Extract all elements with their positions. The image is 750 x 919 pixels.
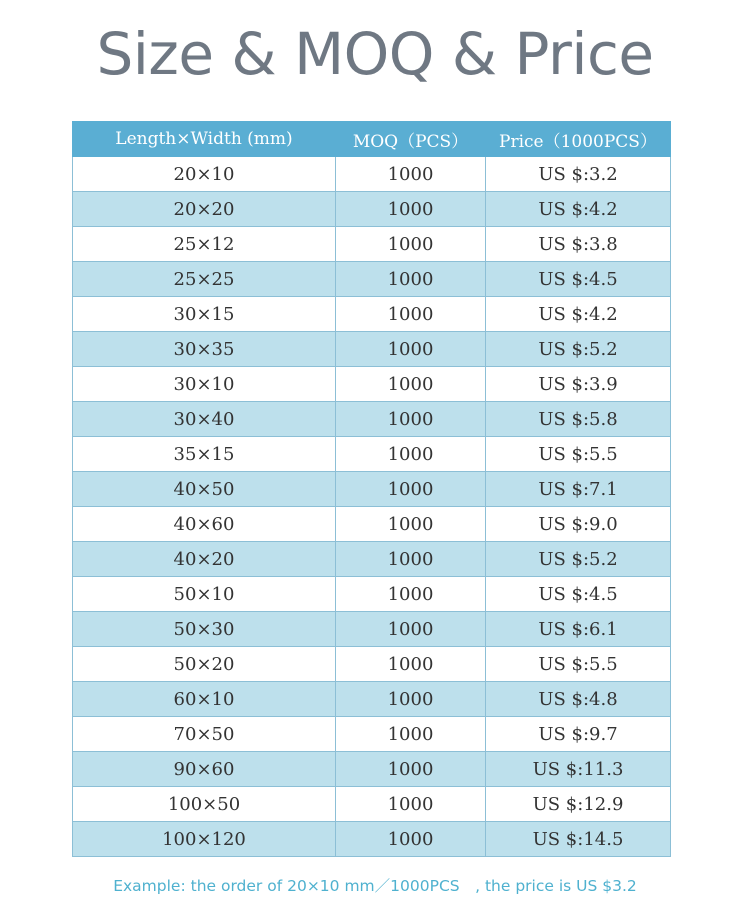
price-cell: US $:3.2	[486, 157, 671, 192]
price-cell: US $:4.2	[486, 192, 671, 227]
moq-cell: 1000	[336, 717, 486, 752]
table-row	[73, 472, 671, 507]
price-cell: US $:11.3	[486, 752, 671, 787]
moq-cell: 1000	[336, 262, 486, 297]
moq-cell: 1000	[336, 437, 486, 472]
size-cell: 50×20	[73, 647, 336, 682]
moq-cell: 1000	[336, 157, 486, 192]
table-row	[73, 262, 671, 297]
table-header-row	[73, 122, 671, 157]
moq-cell: 1000	[336, 507, 486, 542]
table-row	[73, 332, 671, 367]
price-cell: US $:4.5	[486, 577, 671, 612]
table-row	[73, 647, 671, 682]
moq-cell: 1000	[336, 367, 486, 402]
price-cell: US $:5.2	[486, 542, 671, 577]
size-cell: 50×10	[73, 577, 336, 612]
table-row	[73, 682, 671, 717]
moq-cell: 1000	[336, 472, 486, 507]
price-cell: US $:4.8	[486, 682, 671, 717]
size-cell: 40×50	[73, 472, 336, 507]
price-cell: US $:9.0	[486, 507, 671, 542]
moq-cell: 1000	[336, 227, 486, 262]
size-cell: 60×10	[73, 682, 336, 717]
moq-cell: 1000	[336, 332, 486, 367]
table-row	[73, 507, 671, 542]
moq-cell: 1000	[336, 402, 486, 437]
price-cell: US $:4.2	[486, 297, 671, 332]
size-cell: 50×30	[73, 612, 336, 647]
size-cell: 30×40	[73, 402, 336, 437]
moq-cell: 1000	[336, 682, 486, 717]
size-cell: 100×120	[73, 822, 336, 857]
price-cell: US $:12.9	[486, 787, 671, 822]
price-table	[72, 121, 671, 857]
size-cell: 30×15	[73, 297, 336, 332]
header-size: Length×Width (mm)	[73, 122, 336, 157]
table-row	[73, 822, 671, 857]
size-cell: 35×15	[73, 437, 336, 472]
size-cell: 25×12	[73, 227, 336, 262]
moq-cell: 1000	[336, 822, 486, 857]
example-note: Example: the order of 20×10 mm／1000PCS , the price is US $3.2	[113, 877, 637, 895]
moq-cell: 1000	[336, 542, 486, 577]
size-cell: 25×25	[73, 262, 336, 297]
table-row	[73, 367, 671, 402]
table-row	[73, 157, 671, 192]
size-cell: 100×50	[73, 787, 336, 822]
price-cell: US $:14.5	[486, 822, 671, 857]
page-title: Size & MOQ & Price	[96, 20, 654, 88]
table-row	[73, 577, 671, 612]
table-row	[73, 402, 671, 437]
price-cell: US $:4.5	[486, 262, 671, 297]
moq-cell: 1000	[336, 752, 486, 787]
price-cell: US $:5.5	[486, 647, 671, 682]
price-cell: US $:5.2	[486, 332, 671, 367]
header-price: Price（1000PCS）	[486, 122, 671, 157]
moq-cell: 1000	[336, 577, 486, 612]
price-cell: US $:5.5	[486, 437, 671, 472]
table-row	[73, 192, 671, 227]
table-row	[73, 437, 671, 472]
size-cell: 40×60	[73, 507, 336, 542]
moq-cell: 1000	[336, 612, 486, 647]
price-cell: US $:3.9	[486, 367, 671, 402]
table-row	[73, 717, 671, 752]
size-cell: 90×60	[73, 752, 336, 787]
price-cell: US $:6.1	[486, 612, 671, 647]
moq-cell: 1000	[336, 297, 486, 332]
size-cell: 30×10	[73, 367, 336, 402]
table-row	[73, 787, 671, 822]
table-row	[73, 752, 671, 787]
table-row	[73, 297, 671, 332]
size-cell: 20×10	[73, 157, 336, 192]
price-cell: US $:7.1	[486, 472, 671, 507]
price-cell: US $:5.8	[486, 402, 671, 437]
table-row	[73, 227, 671, 262]
price-cell: US $:3.8	[486, 227, 671, 262]
moq-cell: 1000	[336, 192, 486, 227]
header-moq: MOQ（PCS）	[336, 122, 486, 157]
moq-cell: 1000	[336, 787, 486, 822]
size-cell: 30×35	[73, 332, 336, 367]
moq-cell: 1000	[336, 647, 486, 682]
size-cell: 40×20	[73, 542, 336, 577]
size-cell: 70×50	[73, 717, 336, 752]
price-cell: US $:9.7	[486, 717, 671, 752]
table-row	[73, 542, 671, 577]
size-cell: 20×20	[73, 192, 336, 227]
table-row	[73, 612, 671, 647]
